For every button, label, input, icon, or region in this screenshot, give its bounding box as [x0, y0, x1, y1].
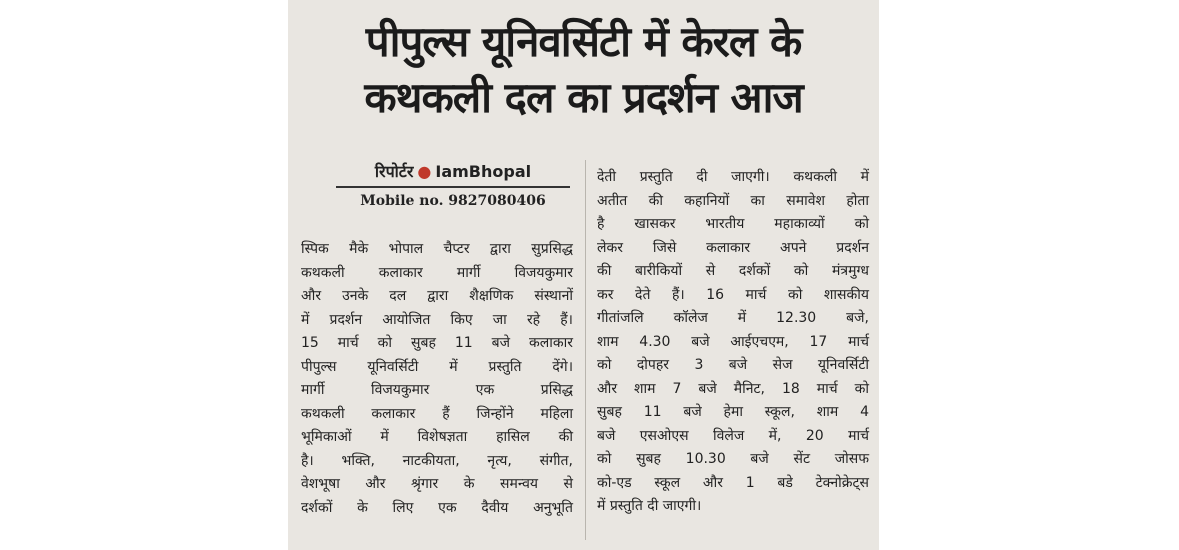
- article-line: सुबह 11 बजे हेमा स्कूल, शाम 4: [597, 404, 869, 420]
- byline-label: रिपोर्टर: [374, 162, 414, 181]
- article-line: को दोपहर 3 बजे सेज यूनिवर्सिटी: [597, 357, 869, 373]
- article-line: कथकली कलाकार मार्गी विजयकुमार: [301, 264, 573, 281]
- article-line: कर देते हैं। 16 मार्च को शासकीय: [597, 286, 869, 303]
- headline: [288, 14, 879, 126]
- headline-line-2: कथकली दल का प्रदर्शन आज: [364, 73, 803, 122]
- article-line: में प्रदर्शन आयोजित किए जा रहे हैं।: [301, 311, 573, 328]
- article-line: देती प्रस्तुति दी जाएगी। कथकली में: [597, 169, 869, 185]
- mobile-number: Mobile no. 9827080406: [360, 193, 546, 209]
- article-line: स्पिक मैके भोपाल चैप्टर द्वारा सुप्रसिद्ध: [301, 241, 573, 257]
- article-line: अतीत की कहानियों का समावेश होता: [597, 192, 869, 209]
- article-line: लेकर जिसे कलाकार अपने प्रदर्शन: [597, 239, 869, 256]
- article-line: को सुबह 10.30 बजे सेंट जोसफ: [597, 451, 869, 467]
- article-line: और उनके दल द्वारा शैक्षणिक संस्थानों: [301, 288, 573, 304]
- article-line: वेशभूषा और श्रृंगार के समन्वय से: [301, 476, 573, 492]
- article-line: की बारीकियों से दर्शकों को मंत्रमुग्ध: [597, 263, 869, 279]
- byline-name: IamBhopal: [435, 162, 532, 181]
- article-line: और शाम 7 बजे मैनिट, 18 मार्च को: [597, 380, 869, 397]
- article-line: दर्शकों के लिए एक दैवीय अनुभूति: [301, 499, 573, 516]
- article-line: पीपुल्स यूनिवर्सिटी में प्रस्तुति देंगे।: [301, 358, 573, 375]
- article-line: है। भक्ति, नाटकीयता, नृत्य, संगीत,: [301, 452, 573, 469]
- article-line: में प्रस्तुति दी जाएगी।: [597, 498, 702, 514]
- article-line: बजे एसओएस विलेज में, 20 मार्च: [597, 427, 869, 444]
- article-line: गीतांजलि कॉलेज में 12.30 बजे,: [597, 310, 869, 326]
- headline-line-1: पीपुल्स यूनिवर्सिटी में केरल के: [365, 17, 802, 66]
- article-line: कथकली कलाकार हैं जिन्होंने महिला: [301, 405, 573, 422]
- byline: [338, 160, 568, 182]
- article-line: भूमिकाओं में विशेषज्ञता हासिल की: [301, 429, 573, 445]
- newspaper-clipping: [288, 0, 879, 550]
- bullet-icon: ●: [417, 162, 432, 181]
- article-line: मार्गी विजयकुमार एक प्रसिद्ध: [301, 382, 573, 398]
- article-line: शाम 4.30 बजे आईएचएम, 17 मार्च: [597, 333, 869, 350]
- column-divider: [585, 160, 586, 540]
- article-line: को-एड स्कूल और 1 बडे टेक्नोक्रेट्स: [597, 474, 869, 491]
- right-column: [597, 166, 869, 519]
- byline-rule: [336, 186, 570, 188]
- article-line: है खासकर भारतीय महाकाव्यों को: [597, 216, 869, 232]
- article-line: 15 मार्च को सुबह 11 बजे कलाकार: [301, 335, 573, 351]
- left-column: [301, 238, 573, 520]
